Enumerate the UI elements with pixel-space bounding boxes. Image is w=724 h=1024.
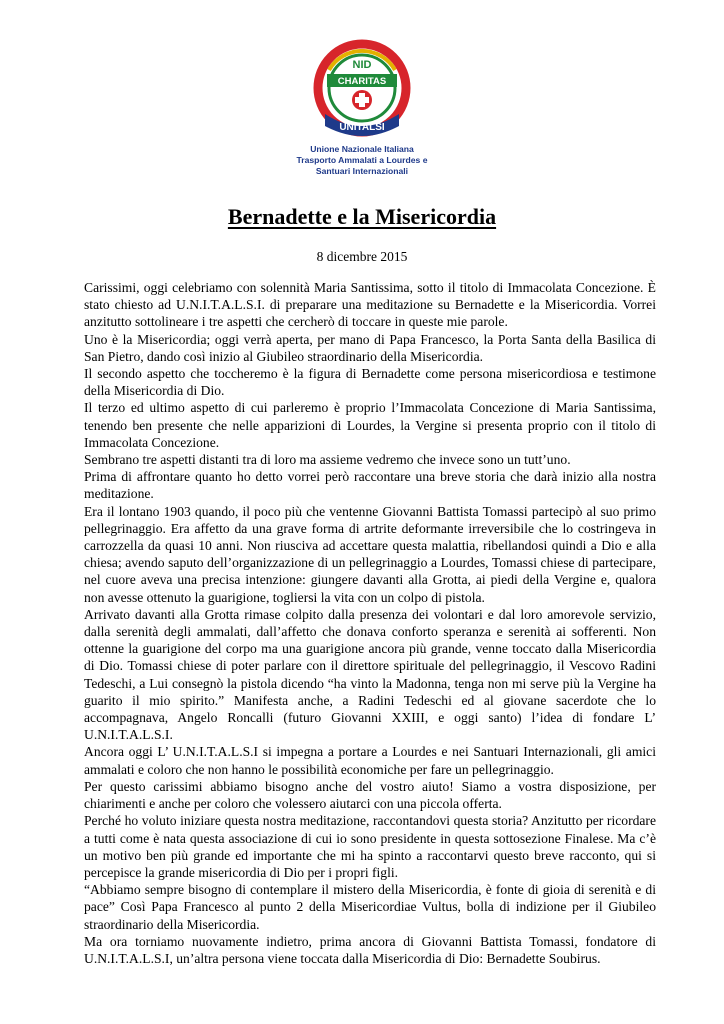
charitas-emblem-icon xyxy=(307,30,417,142)
paragraph: Arrivato davanti alla Grotta rimase colpito dalla presenza dei volontari e dal loro amorevole servizio, dalla serenità degli ammalati, dall’affetto che donava conforto speranza e serenità ai sofferenti. Non ottenne la guarigione del corpo ma una guarigione ancora più grande, venne toccato dalla Misericordia di Dio. Tomassi chiese di poter parlare con il direttore spirituale del pellegrinaggio, il Vescovo Radini Tedeschi, a Lui consegnò la pistola dicendo “ha vinto la Madonna, tenga non mi serve più la Vergine ha guarito il mio spirito.” Manifesta anche, a Radini Tedeschi ed al giovane sacerdote che lo accompagnava, Angelo Roncalli (futuro Giovanni XXIII, e oggi santo) l’idea di fondare L’ U.N.I.T.A.L.S.I. xyxy=(84,606,656,743)
document-body xyxy=(84,279,656,967)
paragraph: Prima di affrontare quanto ho detto vorrei però raccontare una breve storia che darà inizio alla nostra meditazione. xyxy=(84,469,656,502)
paragraph: Il secondo aspetto che toccheremo è la figura di Bernadette come persona misericordiosa e testimone della Misericordia di Dio. xyxy=(84,366,656,399)
paragraph: Il terzo ed ultimo aspetto di cui parleremo è proprio l’Immacolata Concezione di Maria Santissima, tenendo ben presente che nelle apparizioni di Lourdes, la Vergine si presenta proprio con il titolo di Immacolata Concezione. xyxy=(84,400,656,450)
organization-line-2: Trasporto Ammalati a Lourdes e xyxy=(296,155,428,165)
paragraph: Per questo carissimi abbiamo bisogno anche del vostro aiuto! Siamo a vostra disposizione, per chiarimenti e anche per coloro che volessero aiutarci con una piccola offerta. xyxy=(84,778,656,812)
paragraph: “Abbiamo sempre bisogno di contemplare il mistero della Misericordia, è fonte di gioia di serenità e di pace” Così Papa Francesco al punto 2 della Misericordiae Vultus, bolla di indizione per il Giubileo straordinario della Misericordia. xyxy=(84,882,656,932)
paragraph: Era il lontano 1903 quando, il poco più che ventenne Giovanni Battista Tomassi partecipò al suo primo pellegrinaggio. Era affetto da una grave forma di artrite deformante irreversibile che lo costringeva in carrozzella da quasi 10 anni. Non riusciva ad accettare questa malattia, ribellandosi quindi a Dio e alla chiesa; avendo saputo dell’organizzazione di un pellegrinaggio a Lourdes, Tomassi chiese di partecipare, nel cuore aveva una precisa intenzione: giungere davanti alla Grotta, ai piedi della Vergine e, qualora non avesse ottenuto la guarigione, togliersi la vita con un colpo di pistola. xyxy=(84,503,656,605)
organization-line-3: Santuari Internazionali xyxy=(315,166,409,176)
paragraph: Ma ora torniamo nuovamente indietro, prima ancora di Giovanni Battista Tomassi, fondatore di U.N.I.T.A.L.S.I, un’altra persona viene toccata dalla Misericordia di Dio: Bernadette Soubirus. xyxy=(84,933,656,966)
banner-bottom-text: UNITALSI xyxy=(339,122,385,133)
paragraph: Uno è la Misericordia; oggi verrà aperta, per mano di Papa Francesco, la Porta Santa della Basilica di San Pietro, dando così inizio al Giubileo straordinario della Misericordia. xyxy=(84,331,656,364)
paragraph: Ancora oggi L’ U.N.I.T.A.L.S.I si impegna a portare a Lourdes e nei Santuari Internazionali, gli amici ammalati e coloro che non hanno le possibilità economiche per fare un pellegrinaggio. xyxy=(84,744,656,777)
paragraph: Carissimi, oggi celebriamo con solennità Maria Santissima, sotto il titolo di Immacolata Concezione. È stato chiesto ad U.N.I.T.A.L.S.I. di preparare una meditazione su Bernadette e la Misericordia. Vorrei anzitutto sottolineare i tre aspetti che cercherò di toccare in queste mie parole. xyxy=(84,280,656,330)
paragraph: Sembrano tre aspetti distanti tra di loro ma assieme vedremo che invece sono un tutt’uno. xyxy=(84,452,571,468)
organization-line-1: Unione Nazionale Italiana xyxy=(310,144,414,154)
cross-horizontal xyxy=(355,97,369,103)
document-date: 8 dicembre 2015 xyxy=(316,249,408,264)
organization-name xyxy=(270,144,454,177)
document-title: Bernadette e la Misericordia xyxy=(227,204,497,229)
paragraph: Perché ho voluto iniziare questa nostra meditazione, raccontandovi questa storia? Anzitutto per ricordare a tutti come è nata questa associazione di cui io sono presidente in questa sottosezione Finalese. Ma c’è un motivo ben più grande ed importante che mi ha spinto a raccontarvi questo breve racconto, qui si percepisce la grande misericordia di Dio per i propri figli. xyxy=(84,813,656,880)
banner-mid-text: CHARITAS xyxy=(337,76,387,87)
banner-top-text: NID xyxy=(352,59,372,71)
